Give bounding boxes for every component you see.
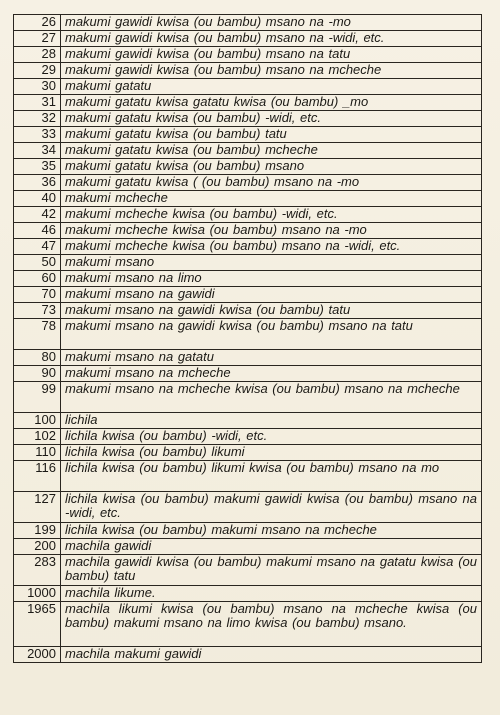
table-row bbox=[14, 303, 482, 319]
word-cell: lichila bbox=[61, 413, 482, 429]
number-cell: 34 bbox=[14, 143, 61, 159]
table-row bbox=[14, 63, 482, 79]
number-cell: 36 bbox=[14, 175, 61, 191]
number-cell: 73 bbox=[14, 303, 61, 319]
word-cell: makumi msano na gawidi kwisa (ou bambu) tatu bbox=[61, 303, 482, 319]
number-cell: 199 bbox=[14, 523, 61, 539]
word-cell: makumi gatatu kwisa (ou bambu) -widi, etc. bbox=[61, 111, 482, 127]
numbers-table bbox=[13, 14, 482, 663]
table-row bbox=[14, 207, 482, 223]
table-row bbox=[14, 366, 482, 382]
number-cell: 283 bbox=[14, 555, 61, 586]
word-cell: makumi msano na mcheche bbox=[61, 366, 482, 382]
number-cell: 78 bbox=[14, 319, 61, 350]
number-cell: 110 bbox=[14, 445, 61, 461]
table-row bbox=[14, 555, 482, 586]
word-cell: makumi gatatu kwisa (ou bambu) msano bbox=[61, 159, 482, 175]
number-cell: 60 bbox=[14, 271, 61, 287]
word-cell: lichila kwisa (ou bambu) makumi gawidi kwisa (ou bambu) msano na -widi, etc. bbox=[61, 492, 482, 523]
word-cell: makumi gawidi kwisa (ou bambu) msano na tatu bbox=[61, 47, 482, 63]
number-cell: 2000 bbox=[14, 647, 61, 663]
table-row bbox=[14, 95, 482, 111]
word-cell: makumi mcheche kwisa (ou bambu) msano na -widi, etc. bbox=[61, 239, 482, 255]
table-row bbox=[14, 429, 482, 445]
table-row bbox=[14, 647, 482, 663]
word-cell: machila likume. bbox=[61, 586, 482, 602]
number-cell: 1000 bbox=[14, 586, 61, 602]
word-cell: lichila kwisa (ou bambu) -widi, etc. bbox=[61, 429, 482, 445]
word-cell: makumi msano na mcheche kwisa (ou bambu) msano na mcheche bbox=[61, 382, 482, 413]
table-row bbox=[14, 287, 482, 303]
table-row bbox=[14, 143, 482, 159]
table-row bbox=[14, 47, 482, 63]
table-row bbox=[14, 191, 482, 207]
table-row bbox=[14, 539, 482, 555]
word-cell: machila gawidi bbox=[61, 539, 482, 555]
number-cell: 42 bbox=[14, 207, 61, 223]
word-cell: makumi gatatu kwisa ( (ou bambu) msano na -mo bbox=[61, 175, 482, 191]
table-row bbox=[14, 602, 482, 647]
number-cell: 32 bbox=[14, 111, 61, 127]
number-cell: 33 bbox=[14, 127, 61, 143]
table-row bbox=[14, 492, 482, 523]
word-cell: makumi gatatu kwisa (ou bambu) tatu bbox=[61, 127, 482, 143]
word-cell: makumi gatatu bbox=[61, 79, 482, 95]
table-row bbox=[14, 127, 482, 143]
table-row bbox=[14, 382, 482, 413]
word-cell: makumi msano bbox=[61, 255, 482, 271]
number-cell: 35 bbox=[14, 159, 61, 175]
word-cell: makumi mcheche kwisa (ou bambu) msano na -mo bbox=[61, 223, 482, 239]
number-cell: 1965 bbox=[14, 602, 61, 647]
number-cell: 46 bbox=[14, 223, 61, 239]
number-cell: 80 bbox=[14, 350, 61, 366]
numbers-table-body bbox=[14, 15, 482, 663]
number-cell: 40 bbox=[14, 191, 61, 207]
table-row bbox=[14, 79, 482, 95]
word-cell: makumi gawidi kwisa (ou bambu) msano na mcheche bbox=[61, 63, 482, 79]
table-row bbox=[14, 271, 482, 287]
word-cell: makumi msano na gatatu bbox=[61, 350, 482, 366]
number-cell: 100 bbox=[14, 413, 61, 429]
word-cell: makumi msano na limo bbox=[61, 271, 482, 287]
table-row bbox=[14, 586, 482, 602]
table-row bbox=[14, 319, 482, 350]
word-cell: makumi gatatu kwisa gatatu kwisa (ou bambu) _mo bbox=[61, 95, 482, 111]
number-cell: 47 bbox=[14, 239, 61, 255]
word-cell: makumi mcheche bbox=[61, 191, 482, 207]
table-row bbox=[14, 523, 482, 539]
number-cell: 127 bbox=[14, 492, 61, 523]
table-row bbox=[14, 413, 482, 429]
word-cell: lichila kwisa (ou bambu) likumi kwisa (ou bambu) msano na mo bbox=[61, 461, 482, 492]
table-row bbox=[14, 239, 482, 255]
table-row bbox=[14, 445, 482, 461]
number-cell: 30 bbox=[14, 79, 61, 95]
word-cell: makumi mcheche kwisa (ou bambu) -widi, etc. bbox=[61, 207, 482, 223]
word-cell: makumi msano na gawidi kwisa (ou bambu) msano na tatu bbox=[61, 319, 482, 350]
table-row bbox=[14, 461, 482, 492]
table-row bbox=[14, 31, 482, 47]
number-cell: 90 bbox=[14, 366, 61, 382]
word-cell: machila likumi kwisa (ou bambu) msano na mcheche kwisa (ou bambu) makumi msano na limo kwisa (ou bambu) msano. bbox=[61, 602, 482, 647]
table-row bbox=[14, 175, 482, 191]
number-cell: 116 bbox=[14, 461, 61, 492]
number-cell: 102 bbox=[14, 429, 61, 445]
table-row bbox=[14, 255, 482, 271]
number-cell: 26 bbox=[14, 15, 61, 31]
number-cell: 200 bbox=[14, 539, 61, 555]
number-cell: 50 bbox=[14, 255, 61, 271]
number-cell: 29 bbox=[14, 63, 61, 79]
word-cell: lichila kwisa (ou bambu) likumi bbox=[61, 445, 482, 461]
word-cell: makumi msano na gawidi bbox=[61, 287, 482, 303]
table-row bbox=[14, 111, 482, 127]
word-cell: makumi gawidi kwisa (ou bambu) msano na -mo bbox=[61, 15, 482, 31]
number-cell: 31 bbox=[14, 95, 61, 111]
number-cell: 70 bbox=[14, 287, 61, 303]
table-row bbox=[14, 223, 482, 239]
table-row bbox=[14, 15, 482, 31]
number-cell: 27 bbox=[14, 31, 61, 47]
number-cell: 28 bbox=[14, 47, 61, 63]
word-cell: lichila kwisa (ou bambu) makumi msano na mcheche bbox=[61, 523, 482, 539]
table-row bbox=[14, 159, 482, 175]
word-cell: makumi gawidi kwisa (ou bambu) msano na -widi, etc. bbox=[61, 31, 482, 47]
word-cell: machila makumi gawidi bbox=[61, 647, 482, 663]
word-cell: machila gawidi kwisa (ou bambu) makumi msano na gatatu kwisa (ou bambu) tatu bbox=[61, 555, 482, 586]
number-cell: 99 bbox=[14, 382, 61, 413]
word-cell: makumi gatatu kwisa (ou bambu) mcheche bbox=[61, 143, 482, 159]
table-row bbox=[14, 350, 482, 366]
